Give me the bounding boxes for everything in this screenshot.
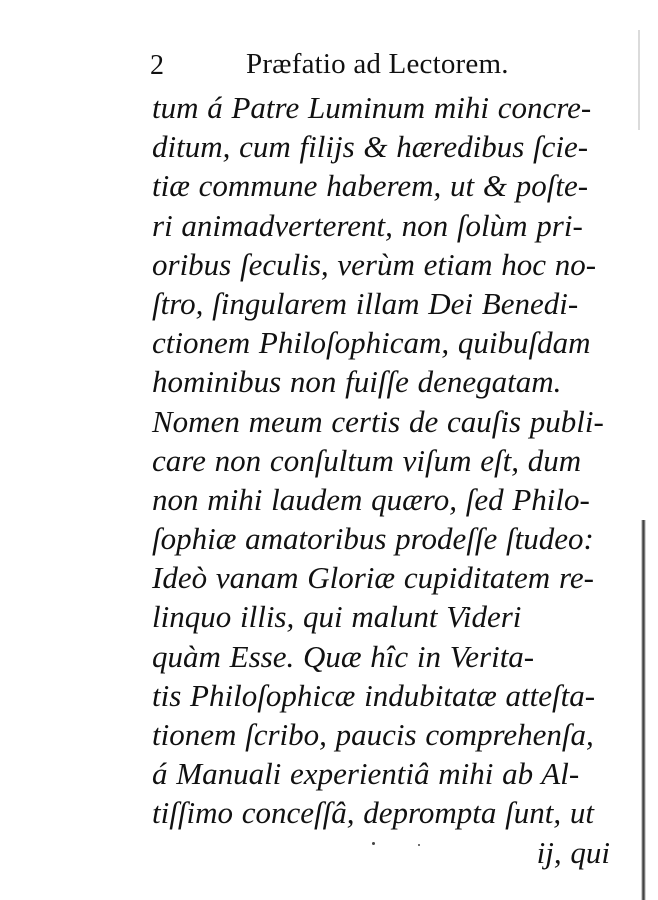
- text-line: linquo illis, qui malunt Videri: [152, 599, 522, 635]
- text-line: tiæ commune haberem, ut & poſte-: [152, 168, 589, 204]
- ink-speck: [372, 842, 375, 845]
- body-text: [152, 88, 630, 872]
- text-line: non mihi laudem quæro, ſed Philo-: [152, 481, 590, 517]
- text-line: tionem ſcribo, paucis comprehenſa,: [152, 717, 594, 752]
- catchword-line: ij, qui: [536, 834, 610, 870]
- text-line: Ideò vanam Gloriæ cupiditatem re-: [152, 560, 594, 596]
- text-line: care non conſultum viſum eſt, dum: [152, 442, 582, 478]
- text-line: ſophiæ amatoribus prodeſſe ſtudeo:: [152, 521, 594, 557]
- text-line: quàm Esse. Quæ hîc in Verita-: [152, 638, 535, 674]
- text-line: ſtro, ſingularem illam Dei Benedi-: [152, 285, 579, 321]
- binding-shadow-upper: [638, 30, 640, 130]
- running-title: Præfatio ad Lectorem.: [246, 48, 509, 80]
- text-line: ri animadverterent, non ſolùm pri-: [152, 207, 583, 243]
- text-line: ctionem Philoſophicam, quibuſdam: [152, 325, 591, 361]
- text-line: tum á Patre Luminum mihi concre-: [152, 90, 592, 125]
- binding-shadow: [641, 520, 646, 900]
- page-number: 2: [150, 50, 164, 81]
- text-line: Nomen meum certis de cauſis publi-: [152, 403, 604, 439]
- text-line: á Manuali experientiâ mihi ab Al-: [152, 756, 580, 792]
- text-line: tis Philoſophicæ indubitatæ atteſta-: [152, 677, 596, 713]
- text-line: tiſſimo conceſſâ, deprompta ſunt, ut: [152, 795, 594, 831]
- text-line: hominibus non fuiſſe denegatam.: [152, 364, 562, 400]
- text-line: oribus ſeculis, verùm etiam hoc no-: [152, 246, 597, 282]
- ink-speck: [418, 844, 420, 846]
- running-head: [150, 46, 570, 86]
- text-line: ditum, cum filijs & hæredibus ſcie-: [152, 129, 589, 165]
